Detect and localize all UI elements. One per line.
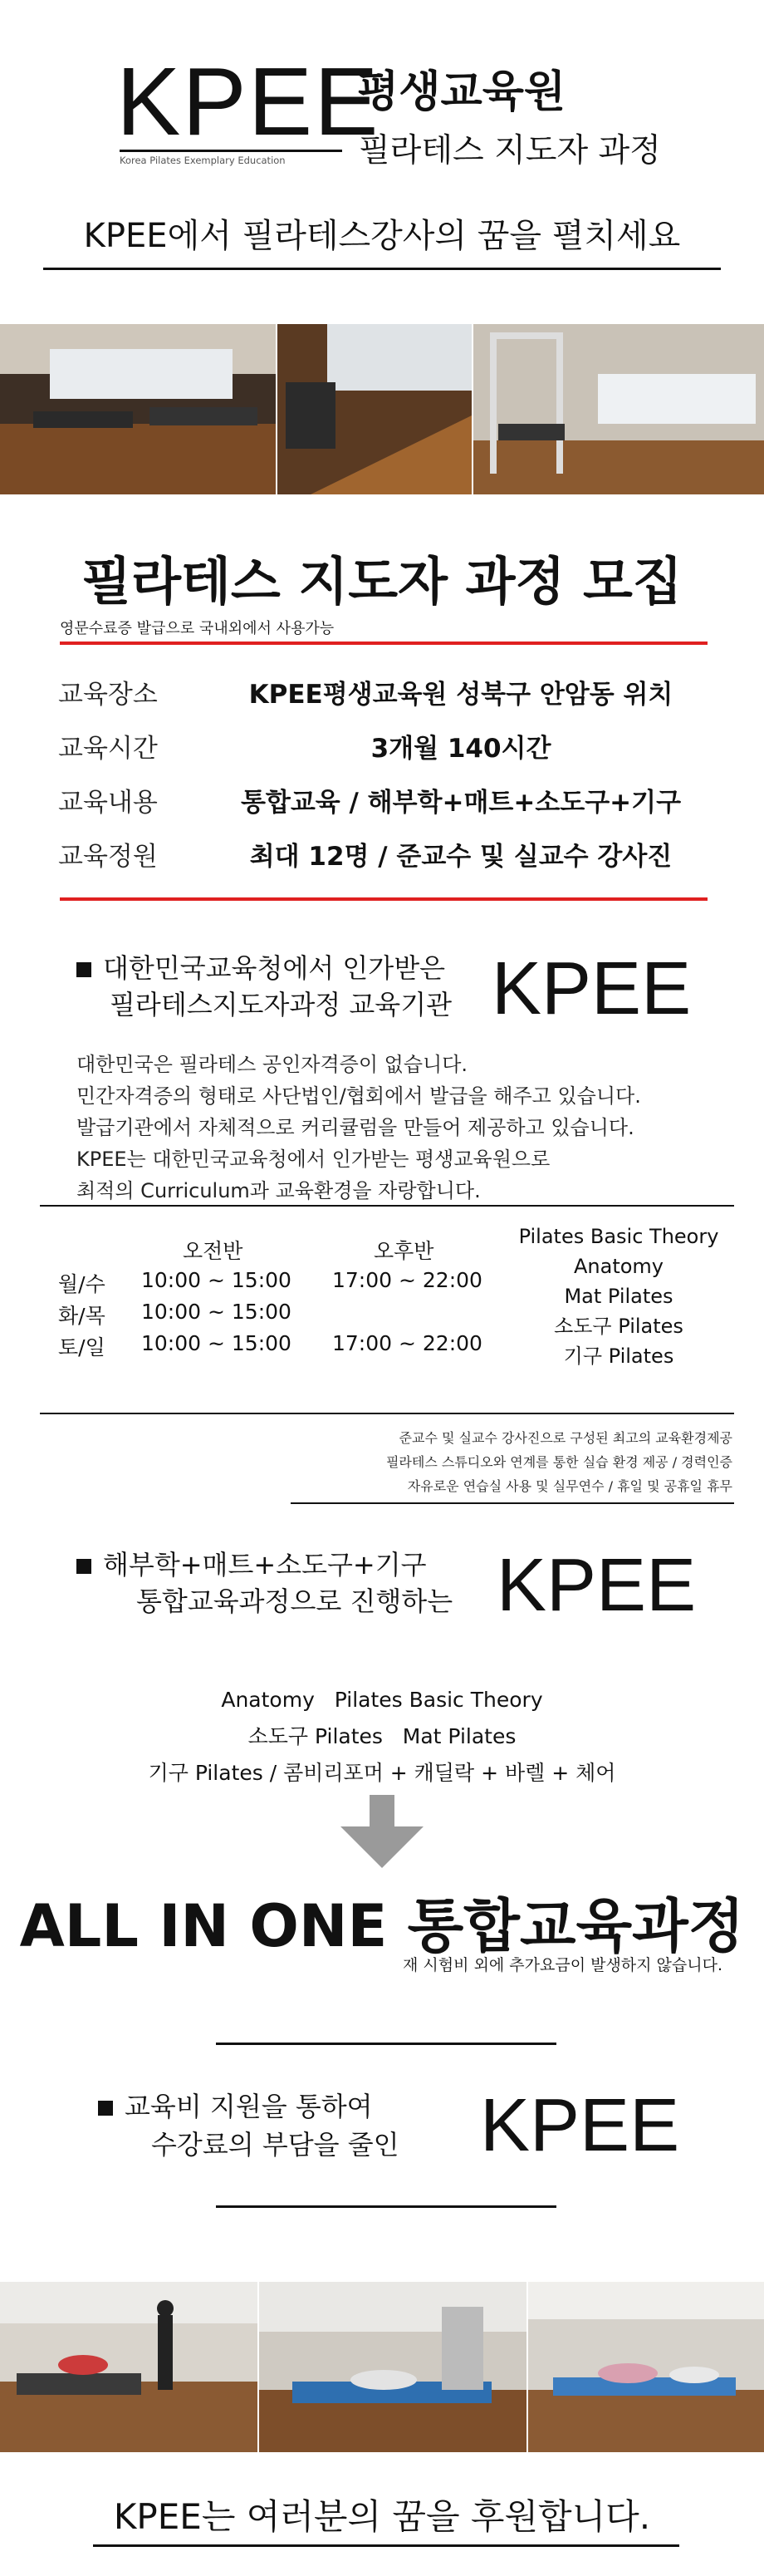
morning-header: 오전반: [183, 1239, 243, 1263]
curriculum-list: Anatomy Pilates Basic Theory 소도구 Pilates Mat Pilates 기구 Pilates / 콤비리포머 + 캐딜락 + 바렐 + 체어: [148, 1688, 616, 1785]
bullet-square: [76, 1559, 91, 1574]
schedule-notes: 준교수 및 실교수 강사진으로 구성된 최고의 교육환경제공 필라테스 스튜디오와 연계를 통한 실습 환경 제공 / 경력인증 자유로운 연습실 사용 및 실무연수 / 휴일 및 공휴일 휴무: [385, 1430, 732, 1494]
time-cell: 17:00 ~ 22:00: [332, 1331, 482, 1355]
studio-photo-2: [277, 324, 472, 494]
logo-title: 평생교육원: [357, 67, 566, 117]
studio-photo-3: [473, 324, 764, 494]
recruit-title: 필라테스 지도자 과정 모집: [81, 551, 683, 612]
red-divider-top: [60, 642, 708, 645]
section3-divider-bottom: [216, 2205, 556, 2208]
recruit-note: 영문수료증 발급으로 국내외에서 사용가능: [60, 620, 335, 637]
headline: KPEE에서 필라테스강사의 꿈을 펼치세요: [83, 217, 681, 255]
course-info-table: [58, 665, 714, 881]
section3-brand: KPEE: [480, 2084, 680, 2167]
red-divider-bottom: [60, 897, 708, 901]
studio-photo-1: [0, 324, 276, 494]
class-photo-3: [528, 2282, 764, 2452]
headline-underline: [43, 268, 721, 270]
logo-wordmark: KPEE: [116, 47, 380, 155]
class-photo-1: [0, 2282, 257, 2452]
time-cell: 10:00 ~ 15:00: [141, 1300, 291, 1324]
footer-underline: [93, 2544, 679, 2547]
days-cell: 화/목: [58, 1304, 105, 1328]
section2-heading: 해부학+매트+소도구+기구 통합교육과정으로 진행하는 KPEE: [76, 1544, 724, 1635]
schedule-table: [50, 1213, 731, 1413]
days-cell: 월/수: [58, 1272, 105, 1296]
schedule-divider-bottom: [40, 1413, 734, 1414]
section2-brand: KPEE: [497, 1544, 697, 1627]
footer-slogan: KPEE는 여러분의 꿈을 후원합니다.: [113, 2496, 651, 2537]
class-photo-2: [259, 2282, 526, 2452]
section1-brand: KPEE: [492, 947, 692, 1030]
logo-course: 필라테스 지도자 과정: [359, 132, 661, 170]
notes-divider: [291, 1502, 734, 1504]
time-cell: 17:00 ~ 22:00: [332, 1268, 482, 1292]
section1-heading: 대한민국교육청에서 인가받은 필라테스지도자과정 교육기관 KPEE: [76, 947, 724, 1039]
logo: [116, 47, 661, 176]
info-row: 교육장소 KPEE평생교육원 성북구 안암동 위치: [58, 680, 673, 710]
all-in-one-title: ALL IN ONE 통합교육과정: [19, 1892, 745, 1960]
subject-list: Pilates Basic Theory Anatomy Mat Pilates 소도구 Pilates 기구 Pilates: [518, 1225, 719, 1368]
schedule-divider-top: [40, 1205, 734, 1207]
info-row: 교육내용 통합교육 / 해부학+매트+소도구+기구: [58, 788, 682, 818]
time-cell: 10:00 ~ 15:00: [141, 1268, 291, 1292]
bullet-square: [98, 2101, 113, 2116]
section3-divider-top: [216, 2043, 556, 2045]
section3-heading: 교육비 지원을 통하여 수강료의 부담을 줄인 KPEE: [98, 2084, 696, 2175]
all-in-one-note: 재 시험비 외에 추가요금이 발생하지 않습니다.: [403, 1956, 722, 1974]
days-cell: 토/일: [58, 1335, 105, 1359]
down-arrow-icon: [336, 1795, 428, 1870]
afternoon-header: 오후반: [374, 1239, 434, 1263]
info-row: 교육정원 최대 12명 / 준교수 및 실교수 강사진: [58, 842, 673, 872]
bullet-square: [76, 962, 91, 977]
info-row: 교육시간 3개월 140시간: [58, 734, 551, 764]
time-cell: 10:00 ~ 15:00: [141, 1331, 291, 1355]
section1-paragraph: 대한민국은 필라테스 공인자격증이 없습니다. 민간자격증의 형태로 사단법인/협회에서 발급을 해주고 있습니다. 발급기관에서 자체적으로 커리큘럼을 만들어 제공하고 있습니다. KPEE는 대한민국교육청에서 인가받는 평생교육원으로 최적의 Curriculum과 교육환경을 자랑합니다.: [76, 1053, 641, 1202]
logo-subtitle: Korea Pilates Exemplary Education: [120, 155, 286, 166]
